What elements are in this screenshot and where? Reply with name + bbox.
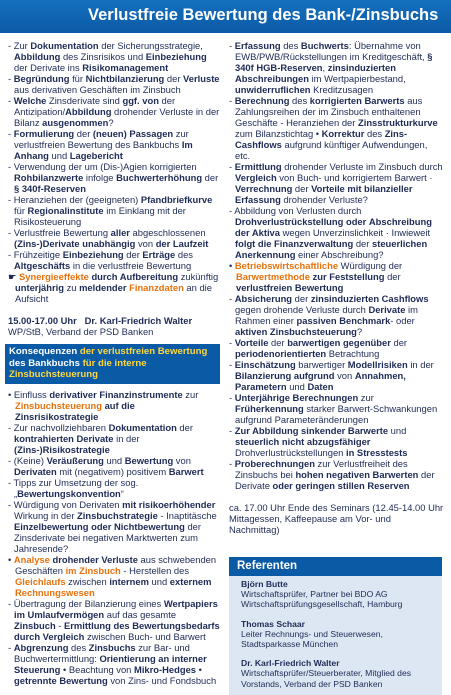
list-item-text: des [68, 641, 89, 653]
list-item-text: der [292, 183, 312, 194]
session-time: 15.00-17.00 Uhr [8, 315, 77, 326]
list-item-text: Ermittlung des Bewertungsbedarfs durch Vergleich [14, 619, 220, 642]
list-item [8, 455, 220, 477]
list-item-text: oder [345, 216, 367, 227]
list-item-text: Analyse [13, 553, 50, 565]
list-item-text: der [268, 337, 288, 348]
list-item-text: Dokumentation [108, 421, 177, 433]
list-item-text: zum Bilanzstichtag • [235, 128, 322, 139]
list-item [229, 40, 444, 95]
left-column [8, 40, 220, 686]
agenda-list-1 [8, 40, 220, 304]
list-item-text: - Verwendung der um (Dis-)Agien korrigierten [8, 161, 197, 172]
list-item-text: der Laufzeit [155, 238, 209, 249]
list-item [229, 425, 444, 458]
list-item-text: der [390, 337, 408, 348]
list-item-text: Einschätzung [234, 359, 296, 370]
list-item-text: wegen Unverzinslichkeit · Inwieweit [279, 227, 431, 238]
list-item-text: Gleichlaufs [15, 575, 66, 587]
list-item-text: Regionalinstitute [27, 205, 104, 216]
seminar-end-note: ca. 17.00 Uhr Ende des Seminars (12.45-14.00 Uhr Mittagessen, Kaffeepause am Vor- und Nachmittag) [229, 502, 444, 535]
list-item [8, 598, 220, 642]
list-item-text: Einbeziehung [62, 249, 124, 260]
list-item-text: des [175, 249, 193, 260]
banner-text: des Bankbuchs [9, 357, 83, 369]
list-item [229, 260, 444, 293]
list-item-text: Proberechnungen [234, 458, 315, 469]
list-item-text: derivativer Finanzinstrumente [49, 388, 183, 400]
referents-heading: Referenten [229, 557, 442, 576]
list-item [8, 422, 220, 455]
list-item [8, 227, 220, 249]
list-item-text: ☛ [8, 271, 20, 282]
list-item-text: zinsinduzierten Abschreibungen [235, 62, 396, 84]
list-item-text: zur verlustfreien Bewertung des Bankbuchs [14, 128, 189, 150]
banner-text: Konsequenzen [9, 346, 80, 357]
list-item-text: - [229, 293, 235, 304]
list-item-text: und [388, 425, 407, 436]
list-item-text: Berechnung [234, 95, 290, 106]
list-item-text: aller [110, 227, 130, 238]
list-item-text: Abbildung [14, 51, 61, 62]
list-item-text: getrennte Bewertung [14, 674, 108, 686]
list-item-text: Unterjährige Berechnungen [234, 392, 359, 403]
list-item-text: “ [120, 487, 124, 499]
list-item-text: • Einfluss [8, 388, 50, 400]
list-item-text: Begründung [13, 73, 70, 84]
list-item-text: Ermittlung [234, 161, 282, 172]
page-header [0, 0, 451, 33]
list-item-text: mit (negativem) positivem [56, 465, 169, 477]
list-item-text: einer Abschreibung? [295, 249, 384, 260]
list-item-text: Absicherung [234, 293, 293, 304]
list-item-text: - oder [390, 315, 415, 326]
list-item-text: Betrachtung [326, 348, 380, 359]
list-item-text: und [48, 150, 70, 161]
list-item-text: für [69, 73, 86, 84]
list-item-text: im Wertpapierbestand, [308, 73, 406, 84]
list-item-text: aufgrund künftiger Aufwendungen, etc. [235, 139, 428, 161]
list-item-text: des [289, 95, 310, 106]
list-item-text: abgeschlossenen [129, 227, 206, 238]
list-item-text: - [8, 641, 14, 653]
list-item-text: und [148, 575, 170, 587]
list-item-text: Zinsbuch [14, 619, 56, 631]
list-item-text: unterjährig [15, 282, 64, 293]
list-item-text: von [135, 238, 156, 249]
list-item-text: starker Barwert-Schwankungen aufgrund Parameteränderungen [235, 403, 438, 425]
list-item-text: - Zur nachvollziehbaren [8, 421, 109, 433]
list-item-text: zinsinduzierten Cashflows [310, 293, 429, 304]
list-item-text: korrigierten Barwerts [309, 95, 405, 106]
list-item-text: barwertiger [295, 359, 348, 370]
list-item-text: Derivaten [14, 465, 57, 477]
list-item-text: zwischen [65, 575, 110, 587]
list-item-text: drohender Verluste? [280, 194, 368, 205]
list-item-text: (Zins-)Risikostrategie [14, 443, 110, 455]
list-item-text: Altgeschäfts [14, 260, 71, 271]
list-item-text: Verluste [183, 73, 220, 84]
banner-highlight: der verlustfreien Bewertung [79, 346, 208, 357]
list-item-text: der [164, 73, 184, 84]
list-item [229, 95, 444, 161]
list-item-text: Derivate [368, 304, 406, 315]
list-item-text: Abgrenzung [13, 641, 69, 653]
list-item-text: Risikomanagement [82, 62, 169, 73]
list-item-text: im Rahmen einer [235, 304, 418, 326]
list-item-text: der Sicherungsstrategie, [98, 40, 203, 51]
list-item-text: Buchwerterhöhung [116, 172, 203, 183]
list-item-text: kontrahierten Derivate [14, 432, 114, 444]
list-item-text: oder geringen stillen Reserven [272, 480, 410, 491]
list-item-text: • [229, 260, 235, 271]
list-item-text: - [229, 458, 235, 469]
list-item-text: im Einklang mit der Risikosteuerung [14, 205, 186, 227]
list-item-text: periodenorientierten [235, 348, 327, 359]
referent-name: Thomas Schaar [241, 618, 305, 629]
list-item-text: ggf. von [122, 95, 159, 106]
list-item-text: der [123, 249, 143, 260]
list-item-text: zur Bar- und Buchwertermittlung: [14, 641, 190, 664]
list-item-text: zur Verlustfreiheit des Zinsbuchs bei [235, 458, 408, 480]
list-item [8, 249, 220, 271]
list-item [8, 389, 220, 422]
list-item-text: • [8, 553, 14, 565]
list-item-text: des [280, 40, 301, 51]
list-item-text: Rohbilanzwerte [14, 172, 84, 183]
list-item-text: der Derivate ins [14, 62, 83, 73]
list-item-text: aus schwebenden Geschäften [15, 553, 217, 576]
referent-role: Wirtschaftsprüfer/Steuerberater, Mitglied des Vorstands, Verband der PSD Banken [241, 668, 412, 689]
list-item-text: zwischen Buch- und Barwert [84, 630, 206, 642]
list-item-text: für [14, 205, 28, 216]
list-item-text: Barwert [168, 465, 204, 477]
list-item-text: ? [108, 117, 114, 128]
list-item-text: - Tipps zur Umsetzung der sog. „ [8, 476, 139, 499]
list-item-text: mit risikoerhöhender [122, 498, 216, 510]
list-item-text: im Zinsbuch [65, 564, 121, 576]
list-item-text: Veräußerung [46, 454, 104, 466]
list-item-text: Synergieeffekte [19, 271, 89, 282]
list-item-text: aktiven Zinsbuchsteuerung [235, 326, 357, 337]
list-item [8, 499, 220, 554]
list-item-text: Orientierung an interner Steuerung [14, 652, 207, 675]
banner-line [9, 346, 216, 358]
list-item-text: (Zins-)Derivate unabhängig [14, 238, 136, 249]
list-item-text: Im Anhang [14, 139, 193, 161]
list-item-text: des Zinsrisikos und [60, 51, 146, 62]
list-item-text: Betriebswirtschaftliche [234, 260, 339, 271]
list-item-text: in der [113, 432, 140, 444]
list-item-text: Buchwerts [300, 40, 349, 51]
list-item-text: - [229, 392, 235, 403]
list-item-text: Zinsbuchs [88, 641, 136, 653]
list-item-text: Korrektur [321, 128, 365, 139]
list-item-text: ? [356, 326, 363, 337]
list-item-text: - [229, 40, 235, 51]
list-item-text: an die Aufsicht [15, 282, 212, 304]
list-item [8, 554, 220, 598]
list-item-text: hohen negativen Barwerten [295, 469, 419, 480]
list-item-text: der [384, 271, 401, 282]
list-item-text: in Stresstests [346, 447, 408, 458]
list-item [8, 95, 220, 128]
list-item-text: aus derivativen Geschäften im Zinsbuch [14, 84, 181, 95]
list-item-text: Daten [307, 381, 334, 392]
speaker-name: Dr. Karl-Friedrich Walter [84, 315, 193, 326]
list-item [8, 128, 220, 161]
session-speaker [8, 315, 220, 326]
list-item-text: Nichtbilanzierung [85, 73, 165, 84]
list-item-text: Abbildung [65, 106, 112, 117]
list-item [229, 458, 444, 491]
list-item-text: - [8, 128, 14, 139]
list-item-text: - (Keine) [8, 454, 47, 466]
list-item-text: Drohverlustrückstellungen [235, 447, 346, 458]
list-item-text: Bewertung [124, 454, 174, 466]
list-item-text: - [229, 425, 235, 436]
list-item-text: - [8, 95, 14, 106]
list-item-text: Rechnungswesen [15, 586, 95, 598]
list-item-text: zur [182, 388, 199, 400]
list-item-text: von Zins- und Fondsbuch [107, 674, 217, 686]
list-item-text: Bilanzierung aufgrund [235, 370, 335, 381]
list-item-text: drohender Verluste in der Bilanz [14, 106, 220, 128]
referents-box [229, 576, 442, 695]
list-item [229, 359, 444, 392]
list-item-text: Erfassung [234, 40, 281, 51]
list-item [8, 40, 220, 73]
list-item-text: Vorteile [234, 337, 269, 348]
list-item-text: drohender Verluste [52, 553, 138, 565]
page-title: Verlustfreie Bewertung des Bank-/Zinsbuchs [88, 6, 439, 24]
list-item-text: der [292, 293, 311, 304]
list-item-text: Vorteile mit bilanzieller Erfassung [235, 183, 413, 205]
list-item-text: von [334, 370, 355, 381]
list-item-text: Kreditzusagen [310, 84, 374, 95]
list-item-text: Annahmen, Parametern [235, 370, 406, 392]
agenda-list-2 [8, 389, 220, 686]
list-item [8, 73, 220, 95]
list-item-text: drohender Verluste im Zinsbuch durch [281, 161, 443, 172]
list-item-text: folgt die Finanzverwaltung [235, 238, 354, 249]
list-item-text: passiven Benchmark [296, 315, 391, 326]
list-item-text: - [229, 337, 235, 348]
list-item-text: , [322, 62, 328, 73]
list-item-text: - Übertragung der Bilanzierung eines [8, 597, 164, 609]
list-item-text: Formulierung [13, 128, 75, 139]
list-item-text: von Buch- und korrigiertem Barwert · [276, 172, 433, 183]
list-item-text: • [196, 663, 202, 675]
list-item [229, 337, 444, 359]
list-item-text: durch Aufbereitung [91, 271, 179, 282]
list-item-text: unwiderruflichen [235, 84, 311, 95]
list-item-text: - Heranziehen der (geeigneten) [8, 194, 141, 205]
list-item-text: Abschreibung der Aktiva [235, 216, 432, 238]
speaker-role: WP/StB, Verband der PSD Banken [8, 326, 154, 337]
list-item-text: - Herstellen des [120, 564, 190, 576]
section-banner [5, 344, 220, 384]
list-item-text: und [103, 454, 125, 466]
list-item-text: Drohverlustrückstellung [235, 216, 344, 227]
list-item-text: aus Zahlungsreihen der im Zinsbuch enthaltenen Geschäfte - Heranziehen der [235, 95, 423, 128]
list-item-text: der Antizipation/ [14, 95, 176, 117]
list-item-text: der [353, 238, 372, 249]
list-item-text: der [176, 421, 193, 433]
list-item-text: zur [358, 392, 374, 403]
list-item-text: meldender [79, 282, 127, 293]
list-item-text: steuerlichen Anerkennung [235, 238, 428, 260]
list-item-text: - [229, 359, 235, 370]
list-item-text: Zinsstrukturkurve [357, 117, 438, 128]
list-item-text: Zinsderivate sind [46, 95, 123, 106]
list-item-text: Wirkung in der [14, 509, 78, 521]
list-item-text: - [8, 73, 14, 84]
list-item-text: - [229, 161, 235, 172]
list-item-text: Erträge [142, 249, 176, 260]
list-item-text: - Abbildung von Verlusten durch [229, 205, 362, 216]
list-item-text: ausgenommen [42, 117, 109, 128]
list-item-text: der [202, 172, 219, 183]
list-item-text: internem [109, 575, 149, 587]
list-item-text: der Zinsderivate bei negativen Marktwerten zum Jahresende? [14, 520, 202, 554]
list-item-text: Bewertungskonvention [17, 487, 121, 499]
list-item-text: des [364, 128, 385, 139]
list-item-text: Früherkennung [235, 403, 304, 414]
list-item-text: und [286, 381, 308, 392]
list-item-text: : Übernahme von EWB/PWB/Rückstellungen im Kreditgeschäft, [235, 40, 428, 62]
list-item-text: • Beachtung von [60, 663, 135, 675]
agenda-list-3 [229, 40, 444, 491]
list-item [229, 205, 444, 260]
list-item-text: auf das gesamte [104, 608, 177, 620]
list-item-text: gegen drohende Verluste durch [235, 304, 369, 315]
list-item-text: - Würdigung von Derivaten [8, 498, 123, 510]
list-item-text: von [173, 454, 191, 466]
list-item-text: Pfandbriefkurve [140, 194, 213, 205]
list-item-text: - Frühzeitige [8, 249, 63, 260]
list-item-text: Modellrisiken [347, 359, 408, 370]
list-item-text: Einbeziehung [145, 51, 207, 62]
list-item-text: infolge [83, 172, 117, 183]
list-item [229, 293, 444, 337]
banner-line [9, 358, 216, 381]
referent-role: Wirtschaftsprüfer, Partner bei BDO AG Wirtschaftsprüfungsgesellschaft, Hamburg [241, 589, 403, 610]
banner-highlight: für die interne Zinsbuchsteuerung [9, 357, 147, 380]
list-item [8, 161, 220, 194]
list-item-text: § 340f-Reserven [14, 183, 86, 194]
list-item [8, 194, 220, 227]
list-item-text: - Inaptitäsche [157, 509, 217, 521]
list-item [8, 477, 220, 499]
list-item-text: Zur Abbildung sinkender Barwerte [234, 425, 389, 436]
list-item-text: - Verlustfreie Bewertung [8, 227, 111, 238]
list-item-text: Mikro-Hedges [134, 663, 197, 675]
list-item-text: der Derivate [235, 469, 435, 491]
list-item-text: zur Feststellung [312, 271, 385, 282]
list-item-text: Dokumentation [30, 40, 99, 51]
list-item-text: steuerlich nicht abzugsfähiger [235, 436, 371, 447]
list-item-text: (neuen) Passagen [92, 128, 174, 139]
list-item [229, 392, 444, 425]
list-item-text: Zinsbuchstrategie [77, 509, 158, 521]
list-item-text: Barwertmethode [236, 271, 310, 282]
list-item-text: barwertigen gegenüber [287, 337, 391, 348]
list-item-text: auf die Zinsrisikostrategie [15, 399, 135, 422]
referent-name: Dr. Karl-Friedrich Walter [241, 658, 340, 669]
list-item-text: - [229, 95, 235, 106]
list-item-text: Lagebericht [69, 150, 123, 161]
list-item-text: Zins-Cashflows [235, 128, 408, 150]
list-item-text: in die verlustfreie Bewertung [70, 260, 192, 271]
list-item-text: externem [169, 575, 212, 587]
list-item [8, 642, 220, 686]
list-item-text: verlustfreien Bewertung [236, 282, 344, 293]
list-item [229, 161, 444, 205]
list-item-text: zu [63, 282, 80, 293]
right-column [229, 40, 444, 695]
list-item-text: Vergleich [235, 172, 277, 183]
list-item-text: zukünftig [178, 271, 219, 282]
list-item-text: Würdigung der [338, 260, 403, 271]
list-item-text: Finanzdaten [129, 282, 184, 293]
list-item-text: Welche [13, 95, 47, 106]
list-item-text: Verrechnung [235, 183, 293, 194]
referent-role: Leiter Rechnungs- und Steuerwesen, Stadtsparkasse München [241, 628, 383, 650]
referent-name: Björn Butte [241, 579, 288, 589]
list-item-text: - Zur [8, 40, 31, 51]
list-item-text: Wertpapiers im Umlaufvermögen [14, 597, 218, 620]
list-item-text: § 340f HGB-Reserven [235, 51, 433, 73]
list-item-text: der [74, 128, 93, 139]
list-item-text: in der [407, 359, 434, 370]
list-item-text: - [55, 619, 65, 631]
list-item-text: Zinsbuchsteuerung [15, 399, 102, 411]
list-item-text: Einzelbewertung oder Nichtbewertung [14, 520, 185, 532]
list-item [8, 271, 220, 304]
